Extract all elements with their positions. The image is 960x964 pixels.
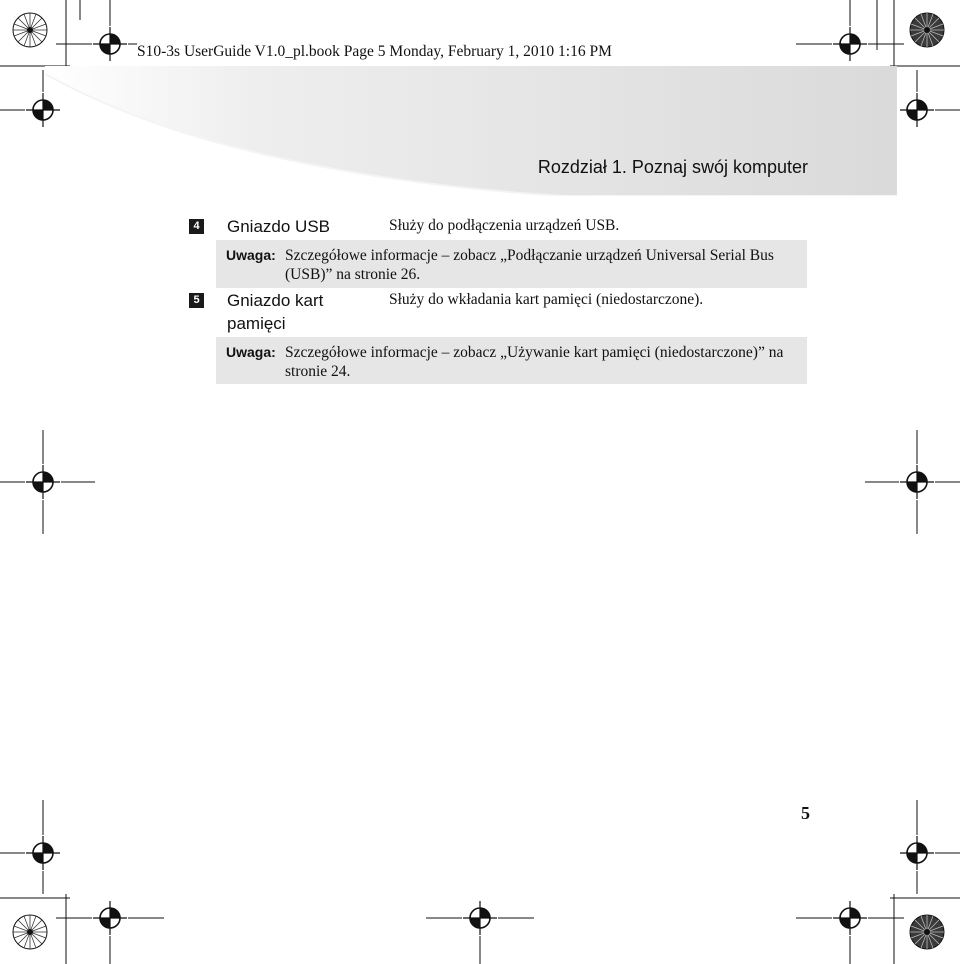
note-box bbox=[216, 337, 807, 384]
item-description: Służy do podłączenia urządzeń USB. bbox=[389, 217, 620, 234]
print-header: S10-3s UserGuide V1.0_pl.book Page 5 Monday, February 1, 2010 1:16 PM bbox=[137, 43, 612, 60]
note-box bbox=[216, 240, 807, 288]
item-number-badge: 4 bbox=[189, 219, 204, 234]
chapter-title: Rozdział 1. Poznaj swój komputer bbox=[537, 157, 808, 177]
item-number-badge: 5 bbox=[189, 293, 204, 308]
note-label: Uwaga: bbox=[226, 344, 276, 360]
page-number: 5 bbox=[801, 803, 810, 823]
note-text: Szczegółowe informacje – zobacz „Używanie kart pamięci (niedostarczone)” na stronie 24. bbox=[285, 344, 784, 380]
item-title: Gniazdo kart pamięci bbox=[227, 291, 324, 333]
note-label: Uwaga: bbox=[226, 247, 276, 263]
item-description: Służy do wkładania kart pamięci (niedostarczone). bbox=[389, 291, 704, 308]
note-text: Szczegółowe informacje – zobacz „Podłączanie urządzeń Universal Serial Bus (USB)” na stronie 26. bbox=[285, 247, 774, 283]
item-title: Gniazdo USB bbox=[227, 217, 330, 236]
